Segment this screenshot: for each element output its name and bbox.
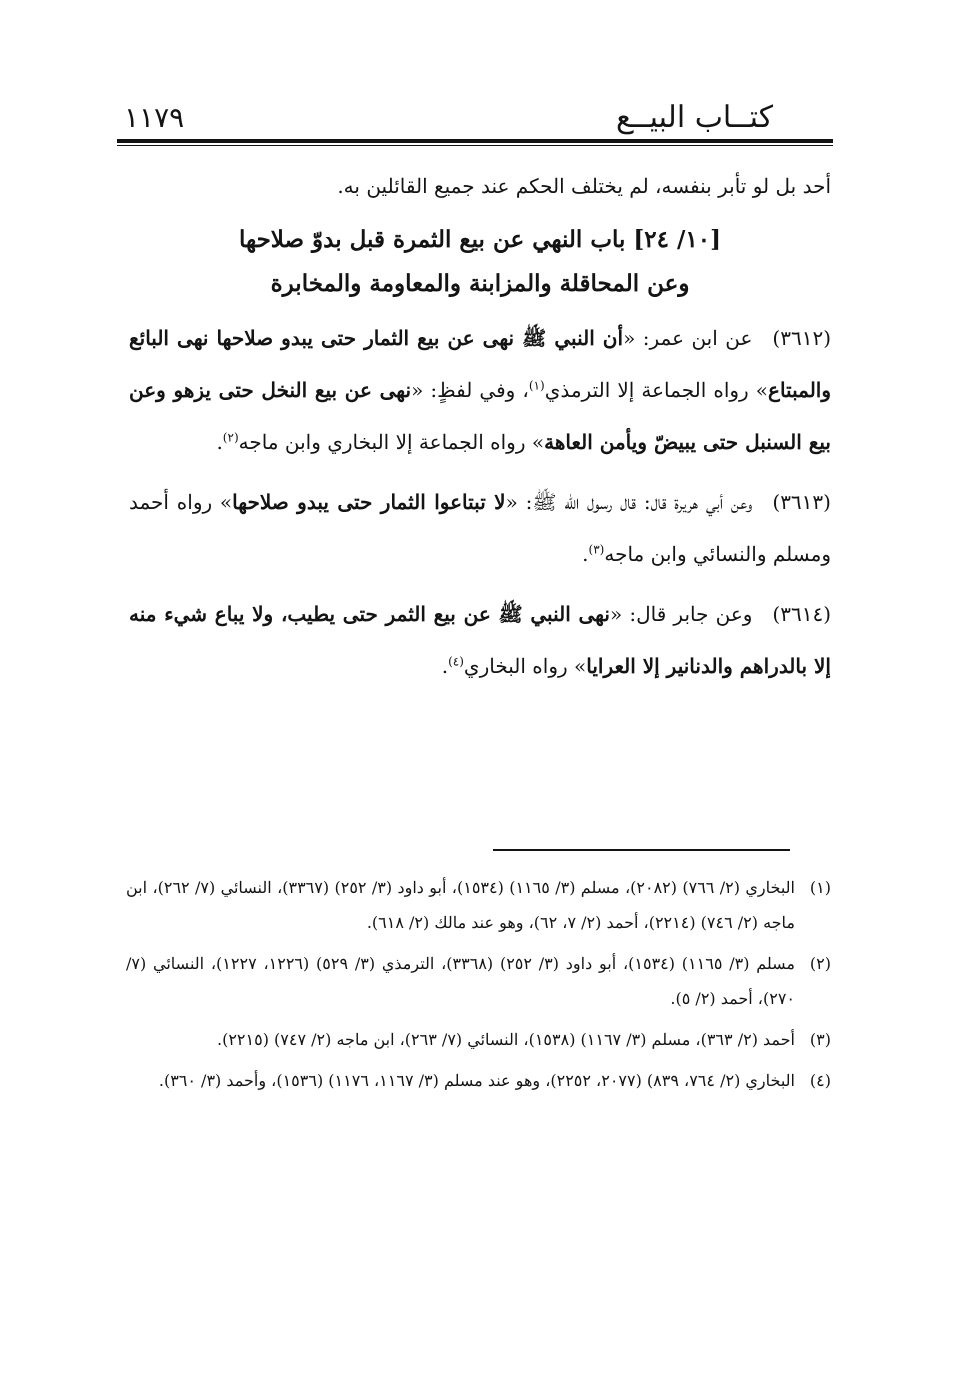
- page-number: ١١٧٩: [124, 101, 185, 134]
- period: .: [216, 430, 223, 454]
- footnote-text: أحمد (٢/ ٣٦٣)، مسلم (٣/ ١١٦٧) (١٥٣٨)، النسائي (٧/ ٢٦٣)، ابن ماجه (٢/ ٧٤٧) (٢٢١٥).: [217, 1030, 795, 1049]
- footnote-text: البخاري (٢/ ٧٦٤، ٨٣٩) (٢٠٧٧، ٢٢٥٢)، وهو عند مسلم (٣/ ١١٦٧، ١١٧٦) (١٥٣٦)، وأحمد (٣/ ٣٦٠).: [158, 1071, 795, 1090]
- hadith-source: » رواه أحمد ومسلم والنسائي وابن ماجه: [129, 490, 831, 566]
- footnotes: [126, 870, 831, 1104]
- main-text: [129, 162, 831, 700]
- chapter-subtitle: وعن المحاقلة والمزابنة والمعاومة والمخابرة: [270, 270, 690, 297]
- period: .: [582, 542, 589, 566]
- header-rule: [117, 139, 833, 143]
- period: .: [441, 654, 449, 678]
- header-rule-thin: [117, 145, 833, 146]
- hadith-number: (٣٦١٤): [772, 602, 832, 626]
- hadith-quote: نهى النبي ﷺ عن بيع الثمر حتى يطيب، ولا يباع شيء منه إلا بالدراهم والدنانير إلا العرايا: [129, 602, 831, 678]
- hadith-intro: وعن أبي هريرة قال: قال رسول الله ﷺ: «: [505, 490, 753, 514]
- footnote-ref[interactable]: (٣): [588, 542, 605, 557]
- footnote-separator: [493, 849, 790, 851]
- footnote-1: [126, 870, 831, 940]
- hadith-quote: لا تبتاعوا الثمار حتى يبدو صلاحها: [232, 490, 506, 514]
- footnote-ref[interactable]: (١): [528, 378, 545, 393]
- hadith-3613: [129, 476, 831, 580]
- footnote-number: (١): [809, 878, 831, 897]
- footnote-ref[interactable]: (٢): [222, 430, 239, 445]
- hadith-number: (٣٦١٣): [772, 490, 831, 514]
- hadith-source-variant: » رواه الجماعة إلا البخاري وابن ماجه: [238, 430, 545, 454]
- hadith-intro: عن ابن عمر: «: [623, 326, 753, 350]
- footnote-3: [126, 1022, 831, 1057]
- hadith-quote: أن النبي ﷺ نهى عن بيع الثمار حتى يبدو صلاحها نهى البائع والمبتاع: [129, 326, 831, 402]
- footnote-number: (٣): [809, 1030, 831, 1049]
- hadith-variant-intro: ، وفي لفظٍ: «: [411, 378, 529, 402]
- hadith-3614: [129, 588, 831, 692]
- footnote-ref[interactable]: (٤): [448, 654, 464, 669]
- footnote-number: (٤): [809, 1071, 831, 1090]
- hadith-quote-variant: نهى عن بيع النخل حتى يزهو وعن بيع السنبل حتى يبيضّ ويأمن العاهة: [129, 378, 831, 454]
- hadith-number: (٣٦١٢): [772, 326, 831, 350]
- footnote-number: (٢): [809, 954, 831, 973]
- chapter-title: [١٠/ ٢٤] باب النهي عن بيع الثمرة قبل بدوّ صلاحها: [238, 226, 722, 253]
- hadith-source: » رواه البخاري: [463, 654, 587, 678]
- hadith-source: » رواه الجماعة إلا الترمذي: [544, 378, 769, 402]
- footnote-4: [126, 1063, 831, 1098]
- intro-line: أحد بل لو تأبر بنفسه، لم يختلف الحكم عند جميع القائلين به.: [337, 174, 831, 198]
- footnote-text: مسلم (٣/ ١١٦٥) (١٥٣٤)، أبو داود (٣/ ٢٥٢) (٣٣٦٨)، الترمذي (٣/ ٥٢٩) (١٢٢٦، ١٢٢٧)، النسائي (٧/ ٢٧٠)، أحمد (٢/ ٥).: [126, 954, 796, 1008]
- hadith-intro: وعن جابر قال: «: [609, 602, 753, 626]
- hadith-3612: [129, 312, 831, 468]
- running-header-title: كتــاب البيــع: [616, 100, 773, 135]
- footnote-2: [126, 946, 831, 1016]
- footnote-text: البخاري (٢/ ٧٦٦) (٢٠٨٢)، مسلم (٣/ ١١٦٥) (١٥٣٤)، أبو داود (٣/ ٢٥٢) (٣٣٦٧)، النسائي (٧/ ٢٦٢)، ابن ماجه (٢/ ٧٤٦) (٢٢١٤)، أحمد (٢/ ٧، ٦٢)، وهو عند مالك (٢/ ٦١٨).: [126, 878, 795, 932]
